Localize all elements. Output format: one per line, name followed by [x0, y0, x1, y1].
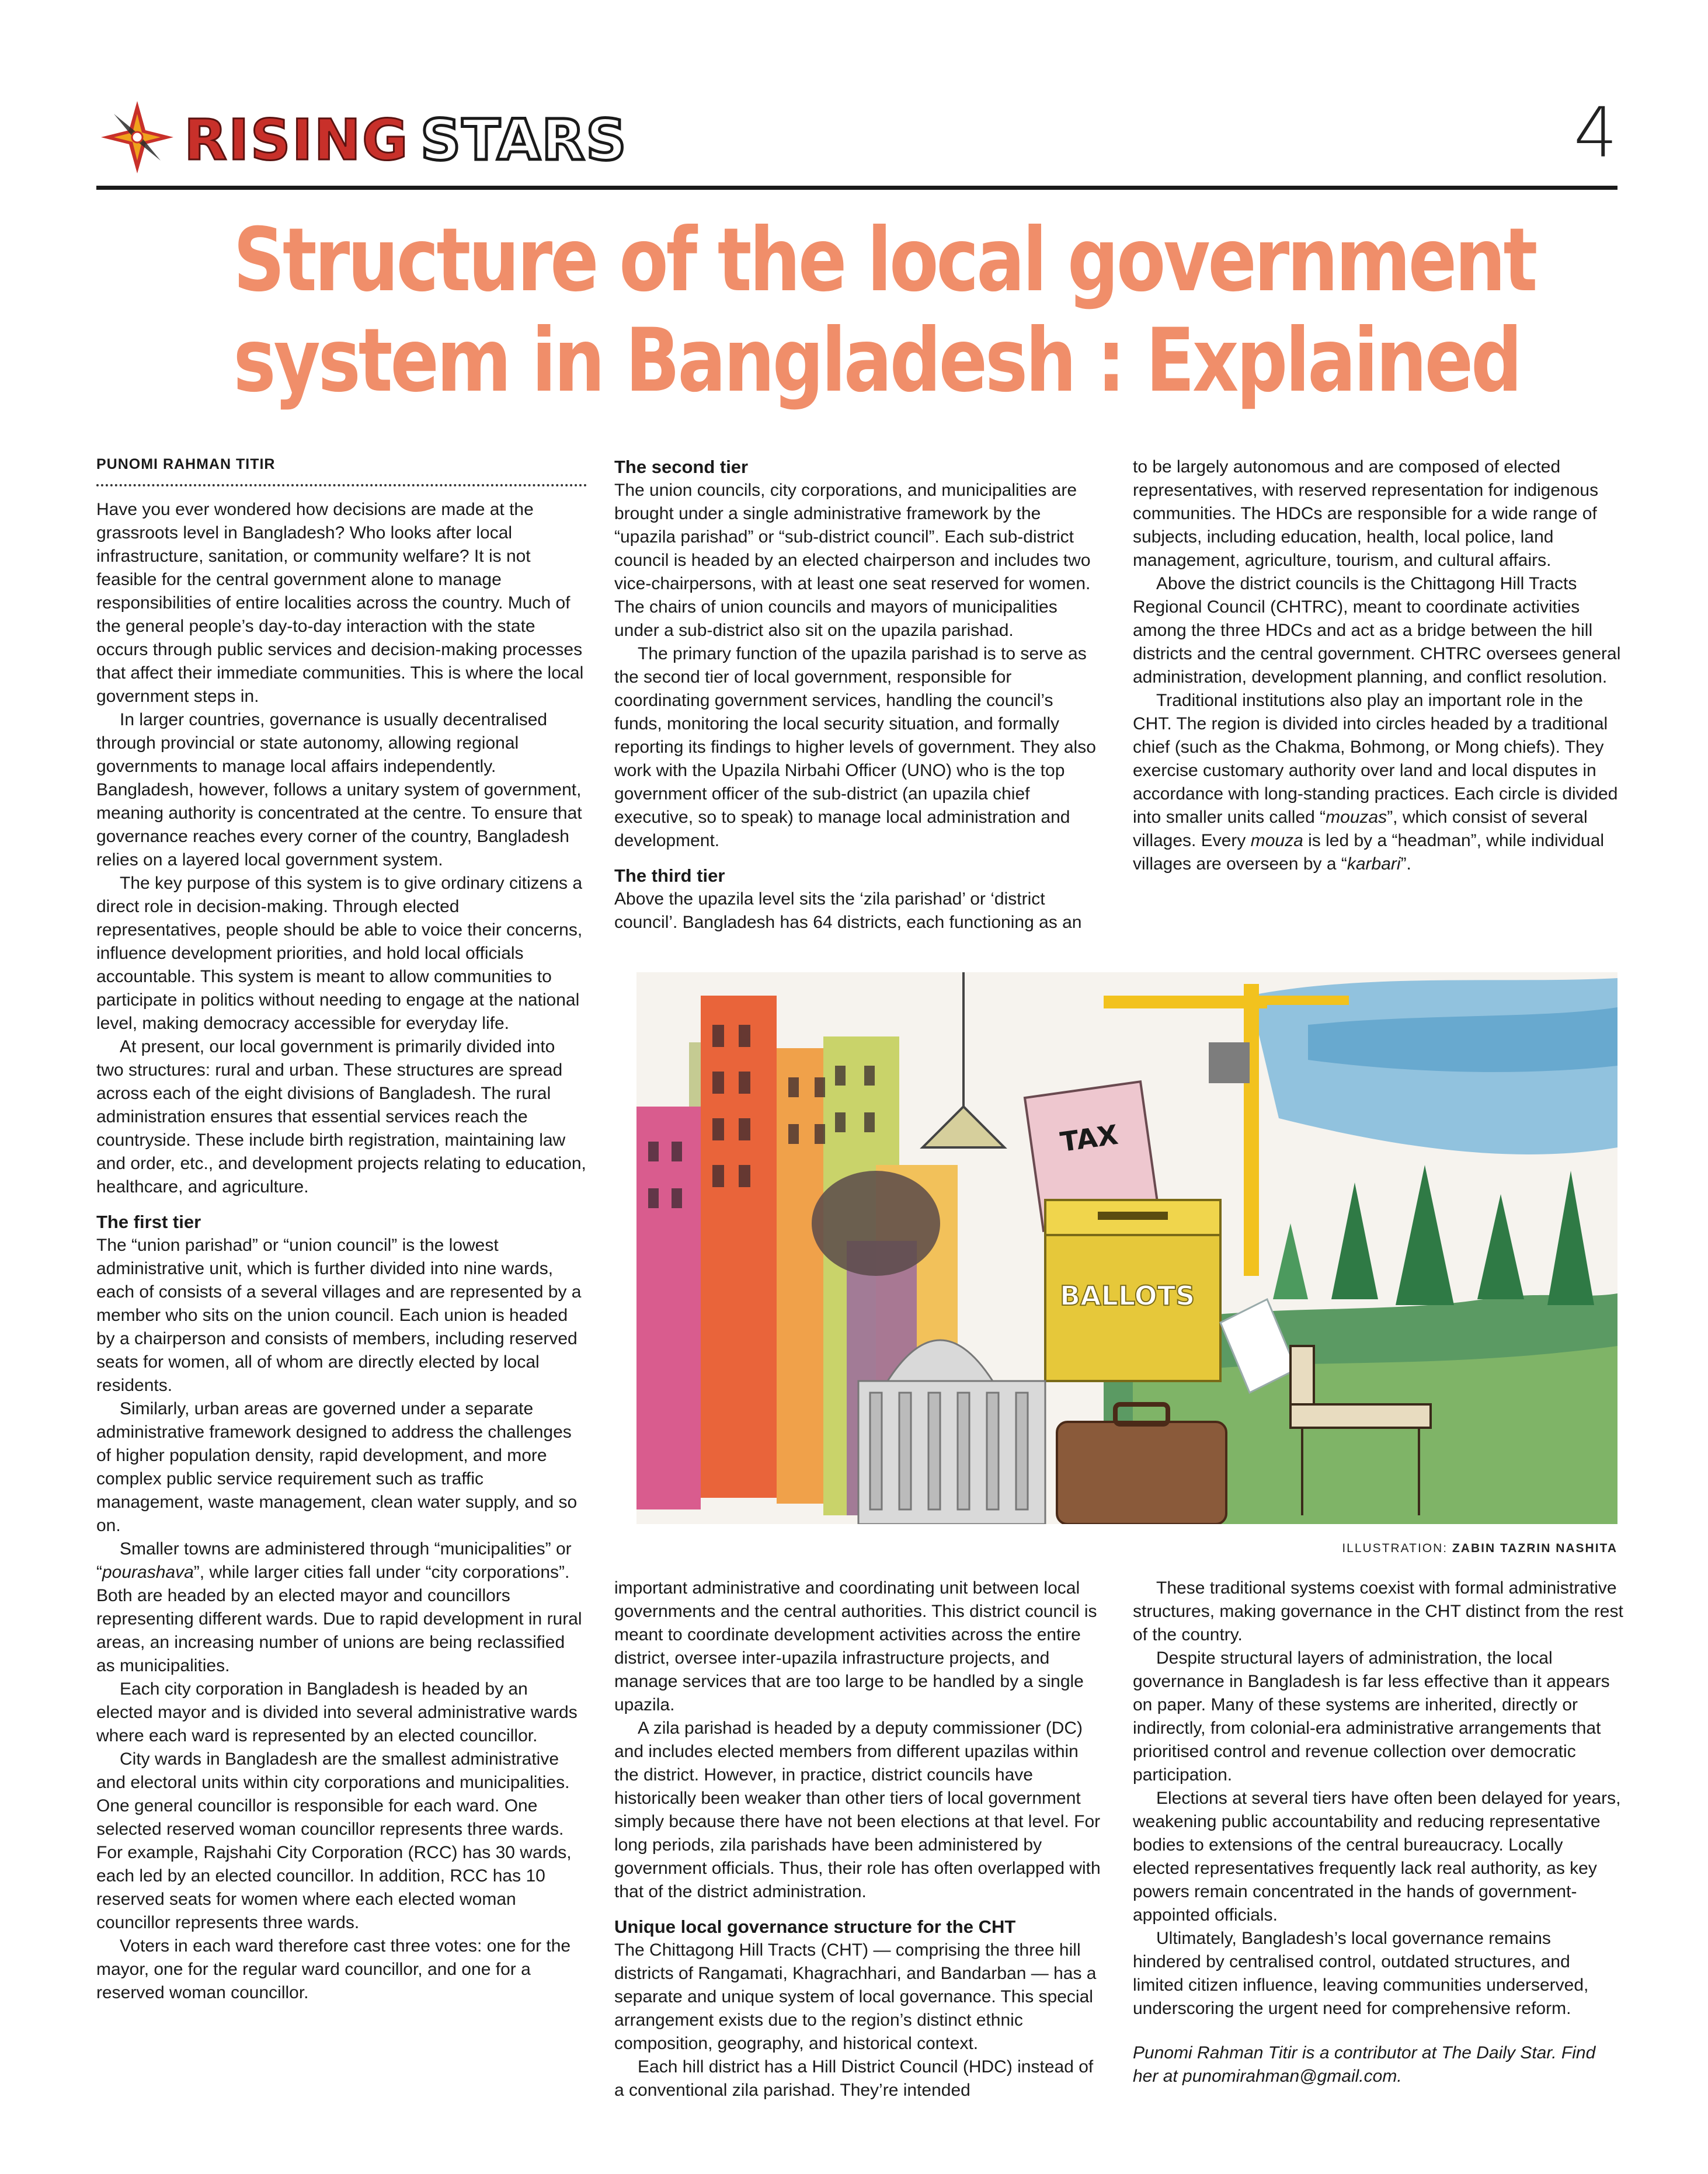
text-run: is led by a “headman”, while individual villages are overseen by a “	[1133, 831, 1605, 874]
paragraph: In larger countries, governance is usually decentralised through provincial or state autonomy, allowing regional governments to manage local affairs independently. Bangladesh, however, follows a unitary system of government, meaning authority is concentrated at the centre. To ensure that governance reaches every corner of the country, Bangladesh relies on a layered local government system.	[96, 710, 582, 869]
italic-term: mouza	[1250, 831, 1303, 850]
paragraph: Despite structural layers of administration, the local governance in Bangladesh is far less effective than it appears on paper. Many of these systems are inherited, directly or indirectly, from colonial-era administrative arrangements that prioritised control and revenue collection over democratic participation.	[1133, 1648, 1610, 1785]
article-column-3-bottom	[1133, 1577, 1623, 2088]
text-run: ”, while larger cities fall under “city corporations”. Both are headed by an elected mayor and councillors representing different wards. Due to rapid development in rural areas, an increasing number of unions are being reclassified as municipalities.	[96, 1563, 582, 1675]
subhead-first-tier: The first tier	[96, 1212, 201, 1232]
italic-term: pourashava	[102, 1563, 194, 1582]
article-column-1	[96, 453, 587, 2005]
headline-line-2: system in Bangladesh : Explained	[233, 310, 1520, 412]
paragraph: The “union parishad” or “union council” is the lowest administrative unit, which is further divided into nine wards, each of consists of a several villages and are represented by a member who sits on the union council. Each union is headed by a chairperson and consists of members, including reserved seats for women, all of whom are directly elected by local residents.	[96, 1236, 582, 1395]
text-run: Smaller towns are administered through “municipalities” or “	[96, 1539, 572, 1582]
masthead-rule	[96, 186, 1617, 190]
paragraph: Above the district councils is the Chittagong Hill Tracts Regional Council (CHTRC), meant to coordinate activities among the three HDCs and act as a bridge between the hill districts and the central government. CHTRC oversees general administration, development planning, and conflict resolution.	[1133, 574, 1621, 687]
paragraph: Similarly, urban areas are governed under a separate administrative framework designed to address the challenges of higher population density, rapid development, and more complex public service requirement such as traffic management, waste management, clean water supply, and so on.	[96, 1399, 578, 1535]
paragraph: Each hill district has a Hill District Council (HDC) instead of a conventional zila parishad. They’re intended	[614, 2057, 1094, 2100]
headline-line-1: Structure of the local government	[233, 210, 1536, 311]
compass-star-icon	[101, 101, 173, 173]
subhead-cht: Unique local governance structure for the CHT	[614, 1916, 1016, 1937]
paragraph: These traditional systems coexist with formal administrative structures, making governance in the CHT distinct from the rest of the country.	[1133, 1578, 1623, 1644]
illustration	[636, 972, 1617, 1524]
page-number: 4	[1573, 92, 1617, 173]
author-note: Punomi Rahman Titir is a contributor at The Daily Star. Find her at punomirahman@gmail.com.	[1133, 2043, 1596, 2086]
paragraph: The union councils, city corporations, and municipalities are brought under a single administrative framework by the “upazila parishad” or “sub-district council”. Each sub-district council is headed by an elected chairperson and includes two vice-chairpersons, with at least one seat reserved for women. The chairs of union councils and mayors of municipalities under a sub-district also sit on the upazila parishad.	[614, 481, 1091, 640]
paragraph	[96, 1538, 587, 1678]
paragraph	[1133, 689, 1623, 876]
text-run: ”.	[1400, 854, 1411, 874]
paragraph: important administrative and coordinating unit between local governments and the central authorities. This district council is meant to coordinate development activities across the entire district, oversee inter-upazila infrastructure projects, and manage services that are too large to be handled by a single upazila.	[614, 1578, 1097, 1714]
credit-prefix: ILLUSTRATION:	[1342, 1542, 1452, 1555]
paragraph: The primary function of the upazila parishad is to serve as the second tier of local government, responsible for coordinating government services, handling the council’s funds, monitoring the local security situation, and formally reporting its findings to higher levels of government. They also work with the Upazila Nirbahi Officer (UNO) who is the top government officer of the sub-district (an upazila chief executive, so to speak) to manage local administration and development.	[614, 644, 1096, 850]
credit-name: ZABIN TAZRIN NASHITA	[1452, 1542, 1617, 1555]
article-column-3-top	[1133, 455, 1623, 876]
text-run: Traditional institutions also play an important role in the CHT. The region is divided into circles headed by a traditional chief (such as the Chakma, Bohmong, or Mong chiefs). They exercise customary authority over land and local disputes in accordance with long-standing practices. Each circle is divided into smaller units called “	[1133, 691, 1618, 827]
illustration-credit	[1342, 1542, 1617, 1556]
italic-term: mouzas	[1326, 808, 1387, 827]
paragraph: The key purpose of this system is to give ordinary citizens a direct role in decision-making. Through elected representatives, people should be able to voice their concerns, influence development priorities, and hold local officials accountable. This system is meant to allow communities to participate in politics without needing to engage at the national level, making democracy accessible for everyday life.	[96, 874, 583, 1033]
paragraph: Above the upazila level sits the ‘zila parishad’ or ‘district council’. Bangladesh has 64 districts, each functioning as an	[614, 889, 1082, 932]
paragraph: Ultimately, Bangladesh’s local governance remains hindered by centralised control, outdated structures, and limited citizen influence, leaving communities underserved, underscoring the urgent need for comprehensive reform.	[1133, 1929, 1589, 2018]
paragraph: Each city corporation in Bangladesh is headed by an elected mayor and is divided into several administrative wards where each ward is represented by an elected councillor.	[96, 1679, 578, 1745]
paragraph: Have you ever wondered how decisions are made at the grassroots level in Bangladesh? Who looks after local infrastructure, sanitation, or community welfare? It is not feasible for the central government alone to manage responsibilities of entire localities across the country. Much of the general people’s day-to-day interaction with the state occurs through public services and decision-making processes that affect their immediate communities. This is where the local government steps in.	[96, 500, 584, 706]
italic-term: karbari	[1347, 854, 1401, 874]
paragraph: to be largely autonomous and are composed of elected representatives, with reserved representation for indigenous communities. The HDCs are responsible for a wide range of subjects, including education, health, local police, land management, agriculture, tourism, and cultural affairs.	[1133, 457, 1599, 570]
rising-stars-logo	[96, 96, 680, 178]
paragraph: The Chittagong Hill Tracts (CHT) — comprising the three hill districts of Rangamati, Khagrachhari, and Bandarban — has a separate and unique system of local governance. This special arrangement exists due to the region’s distinct ethnic composition, geography, and historical context.	[614, 1940, 1097, 2053]
text-run: ”, which consist of several villages. Every	[1133, 808, 1588, 850]
logo-word-rising: RISING	[184, 107, 409, 173]
paragraph: Voters in each ward therefore cast three votes: one for the mayor, one for the regular ward councillor, and one for a reserved woman councillor.	[96, 1936, 571, 2002]
subhead-second-tier: The second tier	[614, 457, 749, 477]
ballot-box	[1045, 1200, 1220, 1381]
tax-label: TAX	[1058, 1118, 1120, 1158]
logo-word-stars: STARS	[420, 107, 628, 173]
article-column-2-bottom	[614, 1577, 1105, 2102]
article-column-2-top	[614, 455, 1105, 934]
paragraph: At present, our local government is primarily divided into two structures: rural and urban. These structures are spread across each of the eight divisions of Bangladesh. The rural administration ensures that essential services reach the countryside. These include birth registration, maintaining law and order, etc., and development projects relating to education, healthcare, and agriculture.	[96, 1037, 586, 1196]
byline: PUNOMI RAHMAN TITIR	[96, 453, 587, 486]
paragraph: Elections at several tiers have often been delayed for years, weakening public accountability and reducing representative bodies to extensions of the central bureaucracy. Locally elected representatives frequently lack real authority, as key powers remain concentrated in the hands of government-appointed officials.	[1133, 1789, 1621, 1925]
ballots-label: BALLOTS	[1060, 1280, 1195, 1312]
paragraph: City wards in Bangladesh are the smallest administrative and electoral units within city corporations and municipalities. One general councillor is responsible for each ward. One selected reserved woman councillor represents three wards. For example, Rajshahi City Corporation (RCC) has 30 wards, each led by an elected councillor. In addition, RCC has 10 reserved seats for women where each elected woman councillor represents three wards.	[96, 1749, 572, 1932]
briefcase-icon	[1057, 1404, 1226, 1524]
paragraph: A zila parishad is headed by a deputy commissioner (DC) and includes elected members from different upazilas within the district. However, in practice, district councils have historically been weaker than other tiers of local government simply because there have not been elections at that level. For long periods, zila parishads have been administered by government officials. Thus, their role has often overlapped with that of the district administration.	[614, 1719, 1101, 1901]
subhead-third-tier: The third tier	[614, 865, 725, 886]
headline	[233, 210, 1536, 412]
